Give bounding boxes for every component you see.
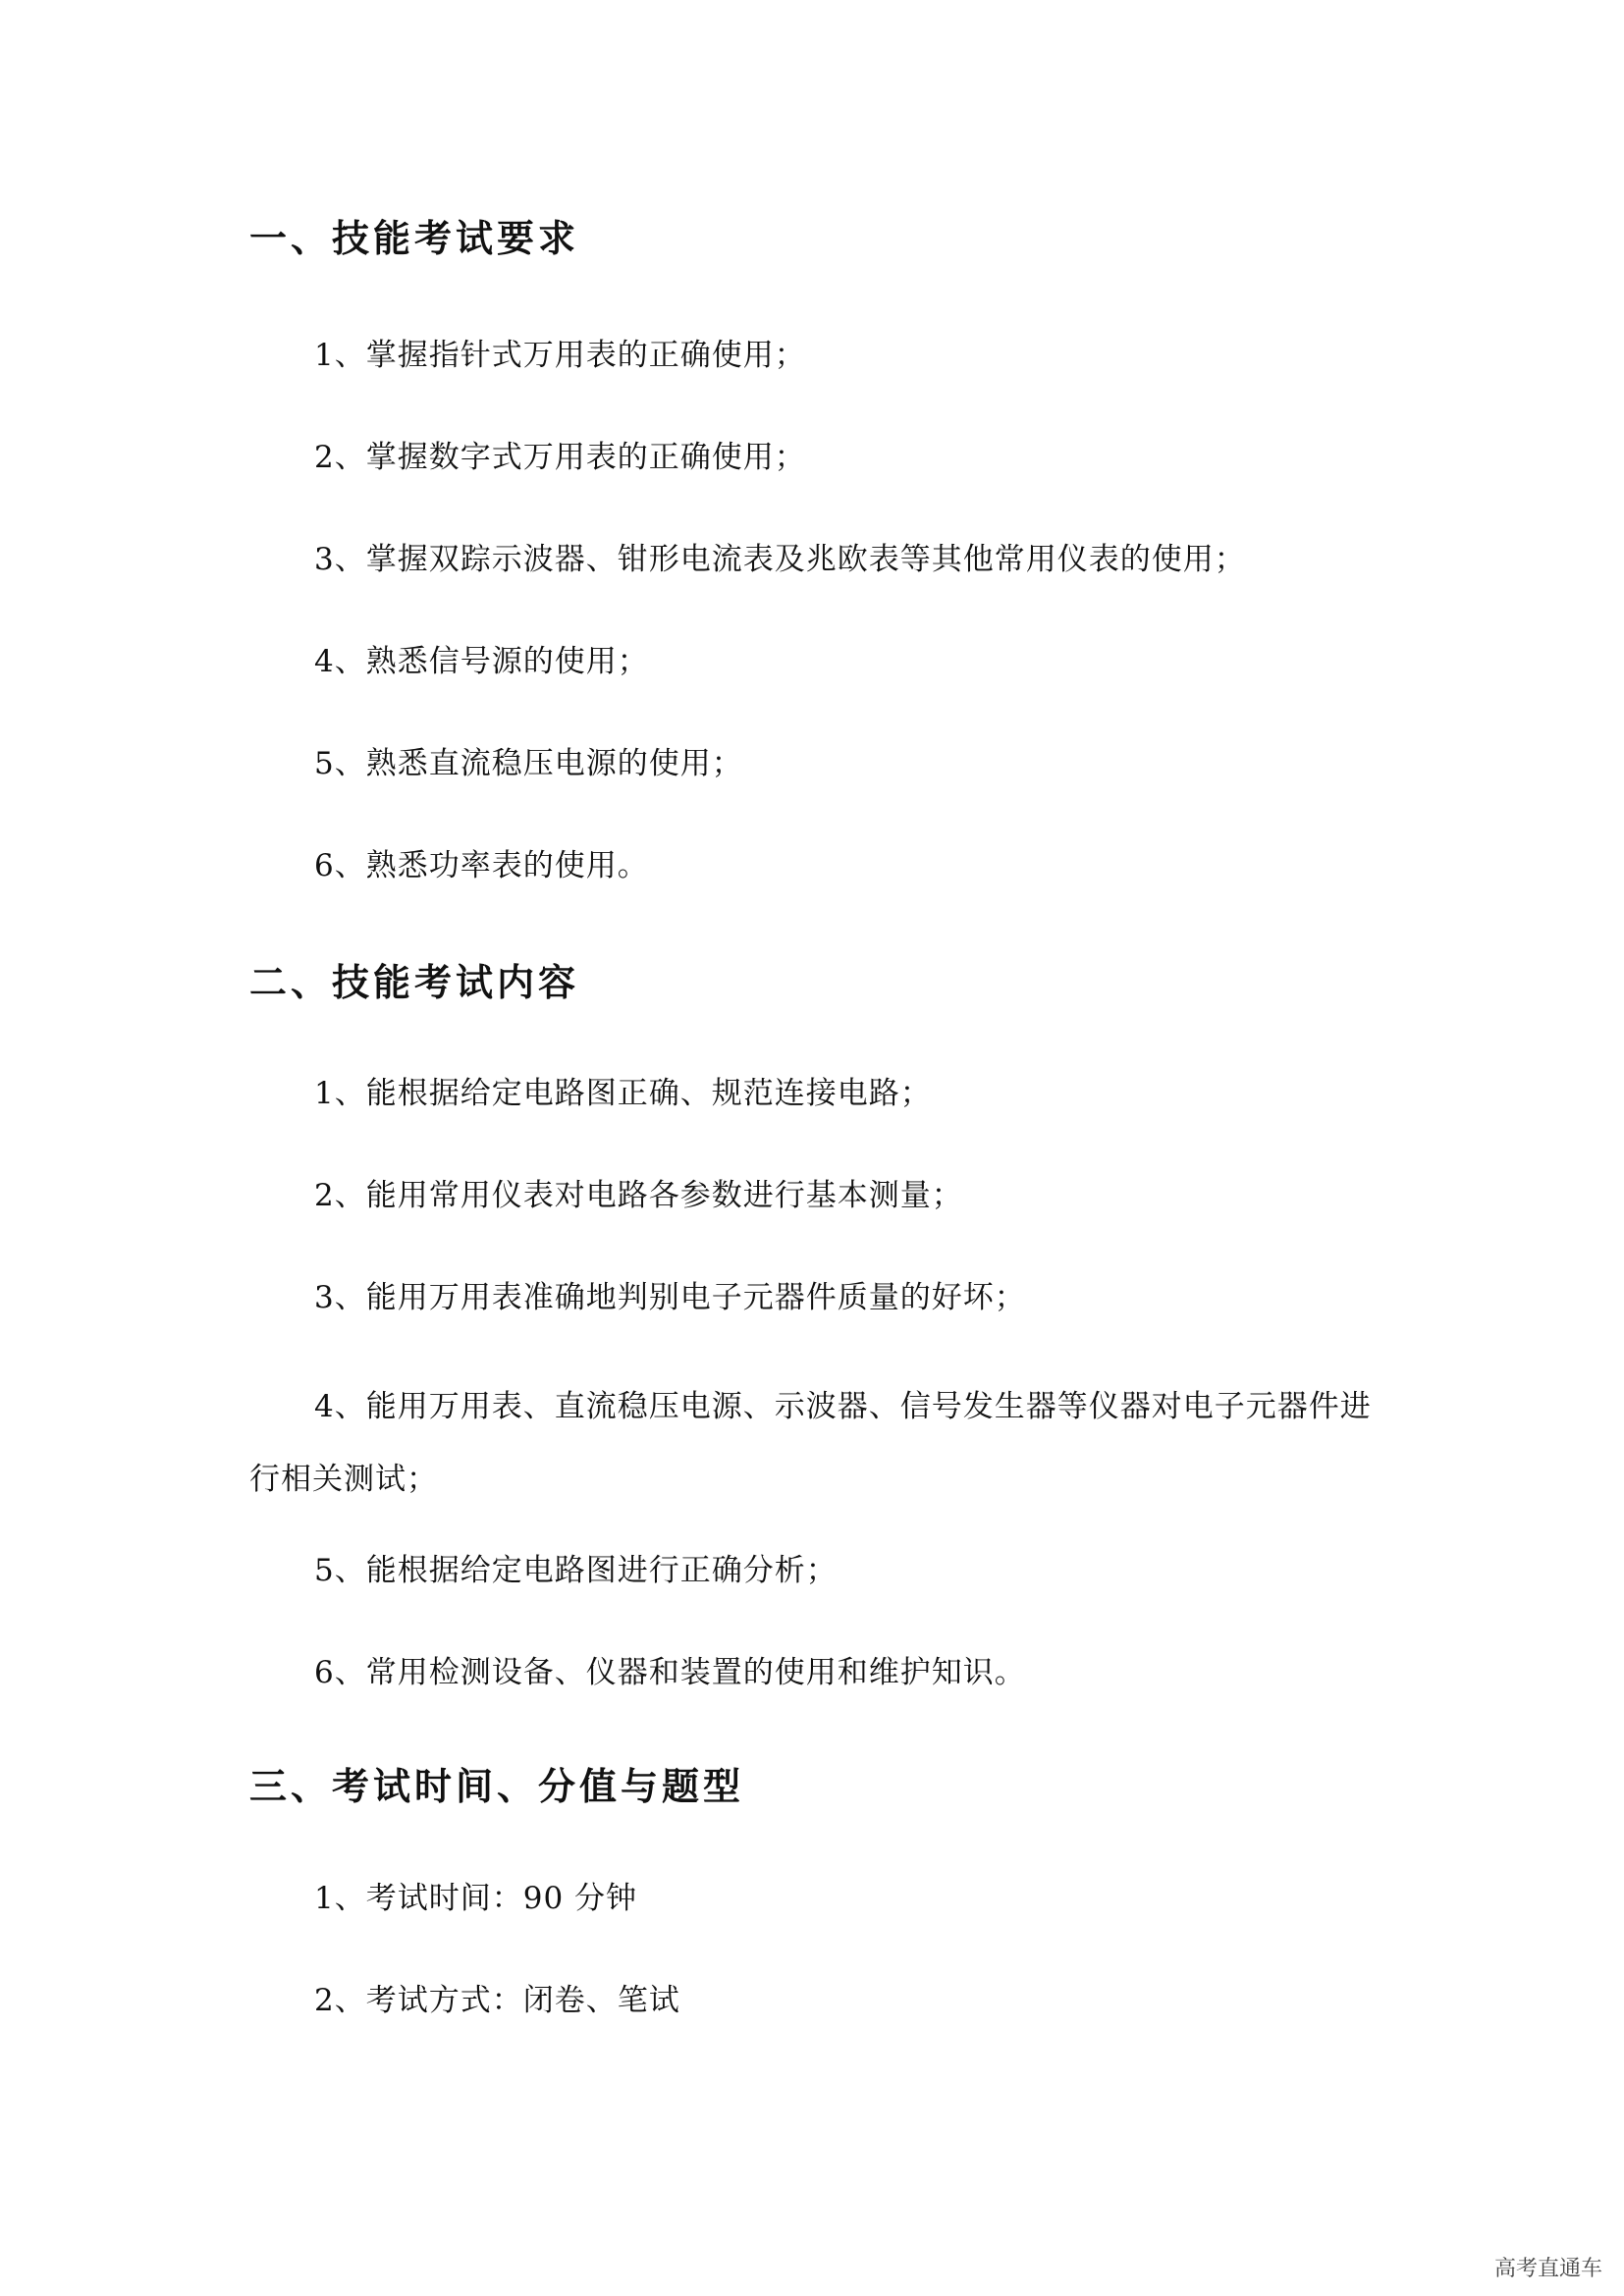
list-item: 2、考试方式：闭卷、笔试: [314, 1983, 680, 2018]
list-item: 2、掌握数字式万用表的正确使用；: [314, 440, 806, 475]
section-heading-2: 二、技能考试内容: [249, 960, 580, 1004]
list-item: 4、熟悉信号源的使用；: [314, 644, 649, 679]
list-item: 3、掌握双踪示波器、钳形电流表及兆欧表等其他常用仪表的使用；: [314, 542, 1246, 577]
list-item: 6、熟悉功率表的使用。: [314, 848, 649, 883]
watermark-text: 高考直通车: [1493, 2257, 1602, 2281]
list-item: 5、熟悉直流稳压电源的使用；: [314, 746, 743, 781]
list-item: 2、能用常用仪表对电路各参数进行基本测量；: [314, 1178, 963, 1213]
list-item: 5、能根据给定电路图进行正确分析；: [314, 1553, 838, 1588]
section-heading-3: 三、考试时间、分值与题型: [249, 1764, 745, 1808]
list-item: 3、能用万用表准确地判别电子元器件质量的好坏；: [314, 1280, 1026, 1315]
section-heading-1: 一、技能考试要求: [249, 216, 580, 260]
list-item: 6、常用检测设备、仪器和装置的使用和维护知识。: [314, 1655, 1026, 1690]
list-item: 1、掌握指针式万用表的正确使用；: [314, 338, 806, 373]
list-item: 1、能根据给定电路图正确、规范连接电路；: [314, 1076, 932, 1111]
list-item: 1、考试时间：90 分钟: [314, 1881, 638, 1916]
list-item-wrapped: 4、能用万用表、直流稳压电源、示波器、信号发生器等仪器对电子元器件进行相关测试；: [249, 1389, 1372, 1497]
